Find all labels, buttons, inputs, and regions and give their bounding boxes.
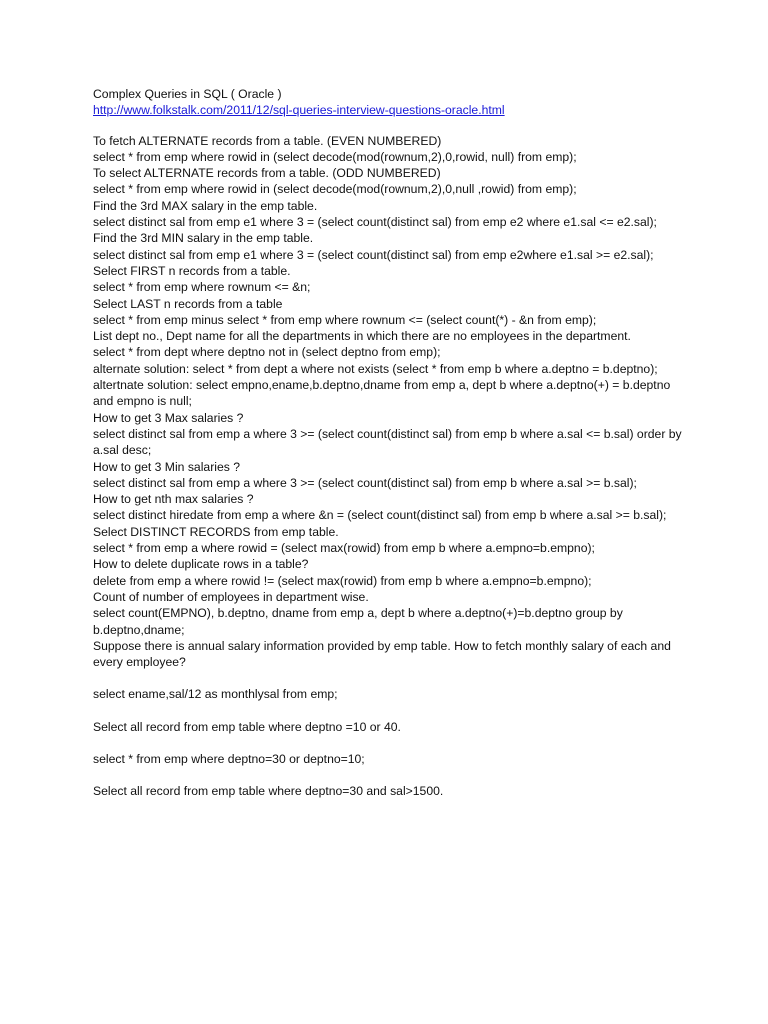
text-line: Select DISTINCT RECORDS from emp table. xyxy=(93,524,339,539)
text-line: Count of number of employees in department wise. xyxy=(93,589,369,604)
text-line: select * from dept where deptno not in (select deptno from emp); xyxy=(93,345,441,360)
text-line: Select all record from emp table where deptno=30 and sal>1500. xyxy=(93,784,444,799)
text-line: How to delete duplicate rows in a table? xyxy=(93,557,309,572)
text-line: select * from emp where rownum <= &n; xyxy=(93,280,311,295)
text-line: select distinct sal from emp e1 where 3 = (select count(distinct sal) from emp e2 where e1.sal <= e2.sal); xyxy=(93,215,657,230)
text-line: select distinct hiredate from emp a where &n = (select count(distinct sal) from emp b where a.sal >= b.sal); xyxy=(93,508,667,523)
text-line: select distinct sal from emp e1 where 3 = (select count(distinct sal) from emp e2where e1.sal >= e2.sal); xyxy=(93,247,654,262)
text-line: Select FIRST n records from a table. xyxy=(93,263,291,278)
text-line: List dept no., Dept name for all the departments in which there are no employees in the department. xyxy=(93,329,631,344)
text-line: Suppose there is annual salary information provided by emp table. How to fetch monthly salary of each and every employee? xyxy=(93,638,671,670)
query-list xyxy=(93,133,682,671)
text-line: How to get nth max salaries ? xyxy=(93,492,254,507)
spacer xyxy=(93,767,682,783)
text-line: To fetch ALTERNATE records from a table. (EVEN NUMBERED) xyxy=(93,133,442,148)
spacer xyxy=(93,670,682,686)
text-line: To select ALTERNATE records from a table. (ODD NUMBERED) xyxy=(93,166,441,181)
text-line: Find the 3rd MAX salary in the emp table. xyxy=(93,198,318,213)
source-link[interactable]: http://www.folkstalk.com/2011/12/sql-queries-interview-questions-oracle.html xyxy=(93,103,505,118)
text-line: select * from emp where rowid in (select decode(mod(rownum,2),0,null ,rowid) from emp); xyxy=(93,182,577,197)
spacer xyxy=(93,703,682,719)
document-title: Complex Queries in SQL ( Oracle ) xyxy=(93,87,282,101)
spacer xyxy=(93,735,682,751)
text-line: select count(EMPNO), b.deptno, dname from emp a, dept b where a.deptno(+)=b.deptno group by b.deptno,dname; xyxy=(93,606,623,637)
text-line: altertnate solution: select empno,ename,b.deptno,dname from emp a, dept b where a.deptno(+) = b.deptno and empno is null; xyxy=(93,378,671,409)
text-line: select ename,sal/12 as monthlysal from emp; xyxy=(93,687,338,702)
text-line: How to get 3 Max salaries ? xyxy=(93,410,244,425)
text-line: select * from emp a where rowid = (select max(rowid) from emp b where a.empno=b.empno); xyxy=(93,541,595,556)
text-line: Select LAST n records from a table xyxy=(93,296,283,311)
text-line: select * from emp where deptno=30 or deptno=10; xyxy=(93,751,365,766)
text-line: select distinct sal from emp a where 3 >= (select count(distinct sal) from emp b where a.sal >= b.sal); xyxy=(93,475,637,490)
text-line: select * from emp where rowid in (select decode(mod(rownum,2),0,rowid, null) from emp); xyxy=(93,149,577,164)
text-line: delete from emp a where rowid != (select max(rowid) from emp b where a.empno=b.empno); xyxy=(93,573,592,588)
text-line: Find the 3rd MIN salary in the emp table. xyxy=(93,231,314,246)
text-line: select * from emp minus select * from emp where rownum <= (select count(*) - &n from emp); xyxy=(93,312,597,327)
text-line: How to get 3 Min salaries ? xyxy=(93,459,240,474)
text-line: alternate solution: select * from dept a where not exists (select * from emp b where a.deptno = b.deptno); xyxy=(93,361,658,376)
text-line: select distinct sal from emp a where 3 >= (select count(distinct sal) from emp b where a.sal <= b.sal) order by a.sal desc; xyxy=(93,426,682,458)
text-line: Select all record from emp table where deptno =10 or 40. xyxy=(93,719,401,734)
